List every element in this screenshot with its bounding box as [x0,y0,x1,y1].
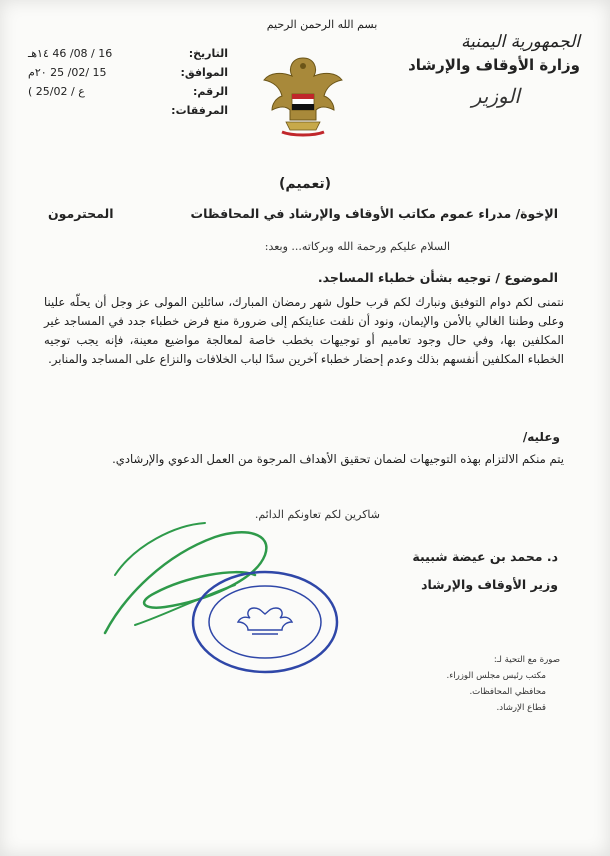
corresponding-label: الموافق: [180,66,228,79]
reference-label: الرقم: [193,85,228,98]
date-label: التاريخ: [188,47,228,60]
letterhead [390,32,580,108]
greeting: السلام عليكم ورحمة الله وبركاته... وبعد: [264,240,450,253]
signatory-name: د. محمد بن عيضة شبيبة [412,549,558,564]
attachments-row [28,101,228,120]
thanks-line: شاكرين لكم تعاونكم الدائم. [254,508,380,521]
basmala: بسم الله الرحمن الرحيم [266,18,378,31]
ministry-stamp [190,570,340,674]
minister-title: الوزير [471,84,520,108]
addressee: الإخوة/ مدراء عموم مكاتب الأوقاف والإرشاد في المحافظات [190,206,558,221]
body-paragraph: نتمنى لكم دوام التوفيق ونبارك لكم قرب حلول شهر رمضان المبارك، سائلين المولى عز وجل أن يحلّه علينا وعلى وطننا الغالي بالأمن والإيمان، ونود أن نلفت عنايتكم إلى ضرورة منع فرض خطباء جدد في المساجد غير المكلفين بها، وفي حال وجود تعاميم أو توجيهات بخطب خاصة لمعالجة مواضيع معينة، فإنه يجب توجيه الخطباء المكلفين أنفسهم بذلك وعدم إحضار خطباء آخرين سدًا لباب الخلافات والنزاع على المساجد والمنابر. [44,295,564,366]
copy-item: محافظي المحافظات. [469,687,546,697]
reference-value: ع / 25/02 ) [28,85,85,98]
yemen-eagle-emblem-icon [262,50,344,140]
corresponding-row [28,63,228,82]
date-value: 16 / 08/ 46 ١٤هـ [28,47,113,60]
date-row [28,44,228,63]
therefore-label: وعليه/ [522,430,560,444]
corresponding-value: 15 /02/ 25 ٢٠م [28,66,107,79]
signatory-title: وزير الأوقاف والإرشاد [421,577,558,592]
signature-block [388,543,558,599]
attachments-label: المرفقات: [171,104,228,117]
subject-line: الموضوع / توجيه بشأن خطباء المساجد. [317,270,558,285]
copy-item: قطاع الإرشاد. [496,703,546,713]
copies-heading: صورة مع التحية لـ: [493,655,560,665]
copies-list [360,652,560,716]
reference-row [28,82,228,101]
addressee-line [48,206,558,221]
ministry-name: وزارة الأوقاف والإرشاد [408,56,580,74]
document-title: (تعميم) [278,176,332,192]
copy-item: مكتب رئيس مجلس الوزراء. [446,671,546,681]
honorific: المحترمون [48,206,114,221]
republic-name: الجمهورية اليمنية [460,32,580,52]
directive-paragraph: يتم منكم الالتزام بهذه التوجيهات لضمان تحقيق الأهداف المرجوة من العمل الدعوي والإرشادي. [112,452,564,466]
meta-block [28,44,228,120]
